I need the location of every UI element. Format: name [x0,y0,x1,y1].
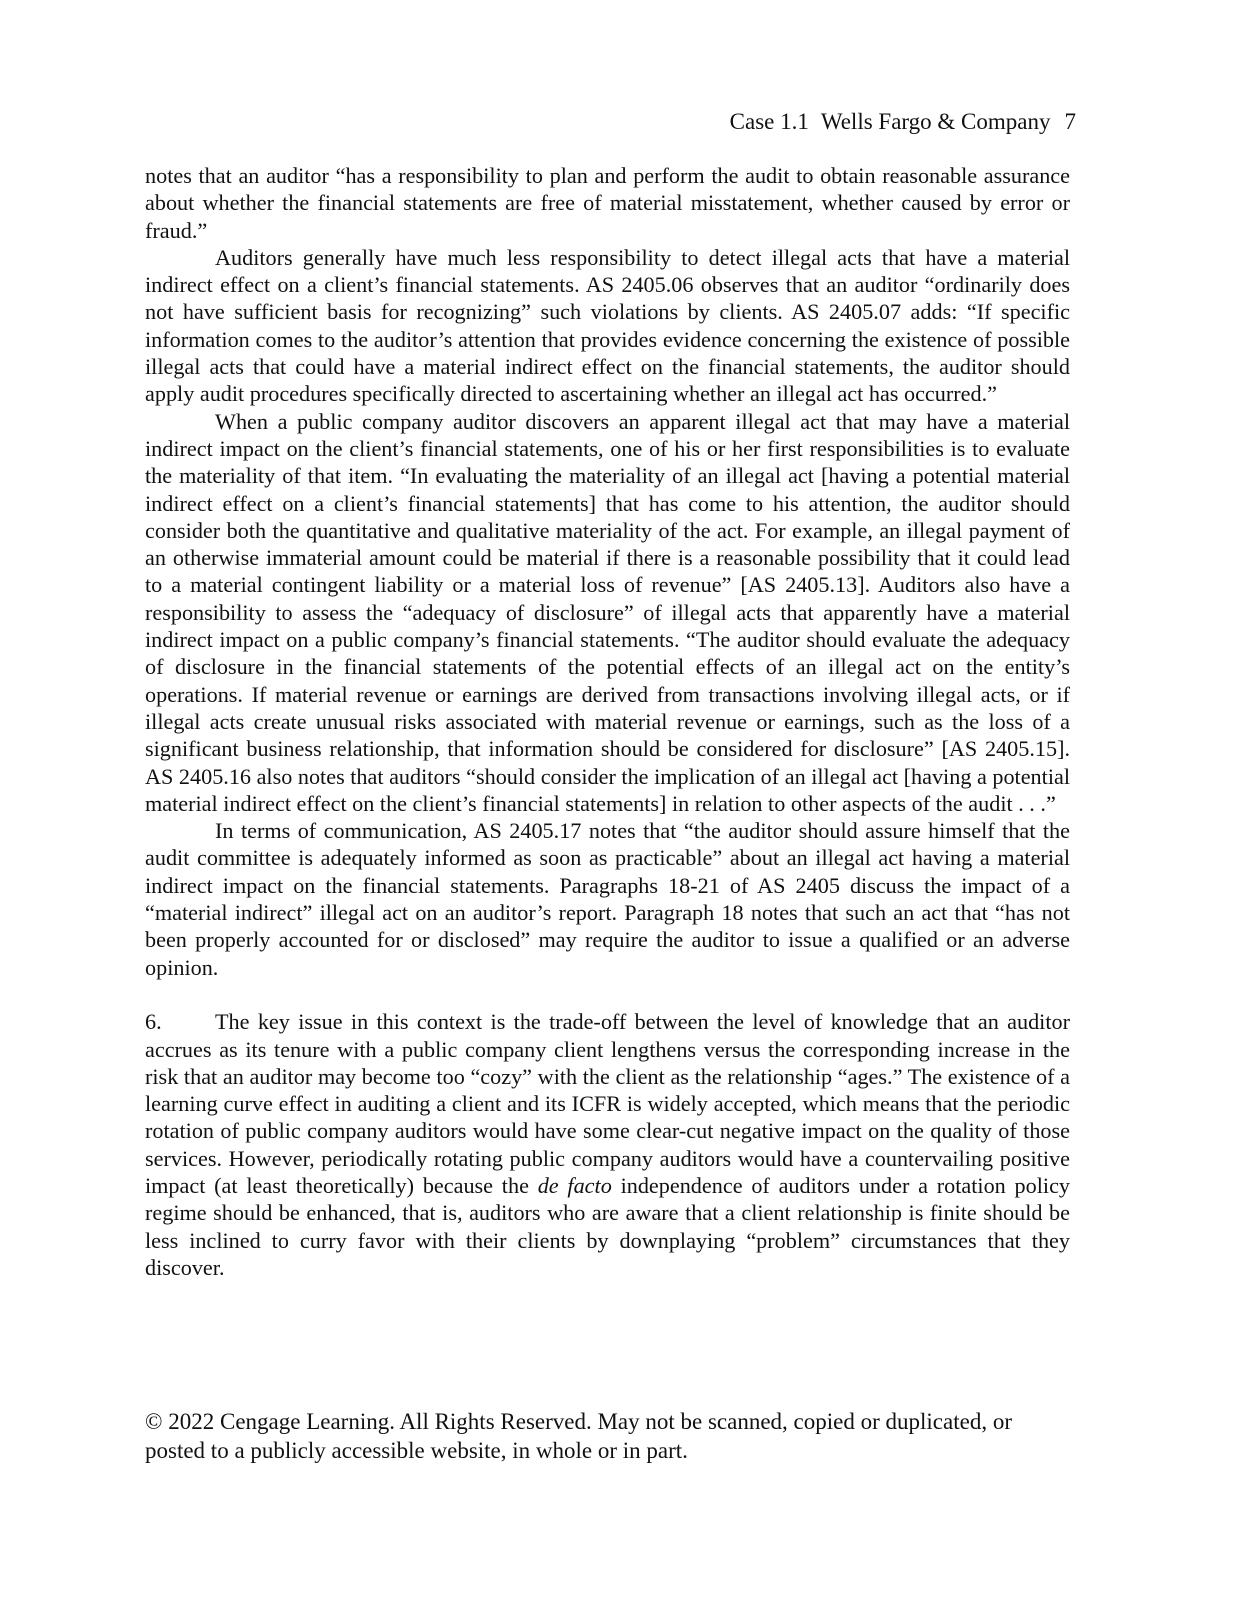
item-text-before: The key issue in this context is the trade-off between the level of knowledge that an auditor accrues as its tenure with a public company client lengthens versus the corresponding increase in the risk that an auditor may become too “cozy” with the client as the relationship “ages.” The existence of a learning curve effect in auditing a client and its ICFR is widely accepted, which means that the periodic rotation of public company auditors would have some clear-cut negative impact on the quality of those services. However, periodically rotating public company auditors would have a countervailing positive impact (at least theoretically) because the [145,1009,1070,1198]
numbered-item-6 [145,1008,1070,1281]
paragraph-continuation: notes that an auditor “has a responsibility to plan and perform the audit to obtain reasonable assurance about whether the financial statements are free of material misstatement, whether caused by error or fraud.” [145,163,1070,243]
paragraph-indirect-effect: Auditors generally have much less responsibility to detect illegal acts that have a material indirect effect on a client’s financial statements. AS 2405.06 observes that an auditor “ordinarily does not have sufficient basis for recognizing” such violations by clients. AS 2405.07 adds: “If specific information comes to the auditor’s attention that provides evidence concerning the existence of possible illegal acts that could have a material indirect effect on the financial statements, the auditor should apply audit procedures specifically directed to ascertaining whether an illegal act has occurred.” [145,244,1070,407]
running-header [730,108,1076,136]
case-title: Wells Fargo & Company [820,109,1051,134]
footer-line-1: © 2022 Cengage Learning. All Rights Reserved. May not be scanned, copied or duplicated, or [145,1409,1012,1434]
item-number: 6. [145,1009,162,1035]
item-text-after: independence of auditors under a rotation policy regime should be enhanced, that is, auditors who are aware that a client relationship is finite should be less inclined to curry favor with their clients by downplaying “problem” circumstances that they discover. [145,1172,1071,1280]
body-text [145,162,1070,1281]
copyright-footer [145,1407,1105,1465]
page-number: 7 [1064,109,1076,134]
paragraph-materiality: When a public company auditor discovers an apparent illegal act that may have a material indirect impact on the client’s financial statements, one of his or her first responsibilities is to evaluate the materiality of that item. “In evaluating the materiality of an illegal act [having a potential material indirect effect on a client’s financial statements] that has come to his attention, the auditor should consider both the quantitative and qualitative materiality of the act. For example, an illegal payment of an otherwise immaterial amount could be material if there is a reasonable possibility that it could lead to a material contingent liability or a material loss of revenue” [AS 2405.13]. Auditors also have a responsibility to assess the “adequacy of disclosure” of illegal acts that apparently have a material indirect impact on a public company’s financial statements. “The auditor should evaluate the adequacy of disclosure in the financial statements of the potential effects of an illegal act on the entity’s operations. If material revenue or earnings are derived from transactions involving illegal acts, or if illegal acts create unusual risks associated with material revenue or earnings, such as the loss of a significant business relationship, that information should be considered for disclosure” [AS 2405.15]. AS 2405.16 also notes that auditors “should consider the implication of an illegal act [having a potential material indirect effect on the client’s financial statements] in relation to other aspects of the audit . . .” [145,408,1070,816]
item-text-italic: de facto [537,1172,612,1198]
paragraph-communication: In terms of communication, AS 2405.17 notes that “the auditor should assure himself that the audit committee is adequately informed as soon as practicable” about an illegal act having a material indirect impact on the financial statements. Paragraphs 18-21 of AS 2405 discuss the impact of a “material indirect” illegal act on an auditor’s report. Paragraph 18 notes that such an act that “has not been properly accounted for or disclosed” may require the auditor to issue a qualified or an adverse opinion. [145,818,1070,980]
case-number: Case 1.1 [729,109,809,134]
footer-line-2: posted to a publicly accessible website, in whole or in part. [145,1438,688,1463]
